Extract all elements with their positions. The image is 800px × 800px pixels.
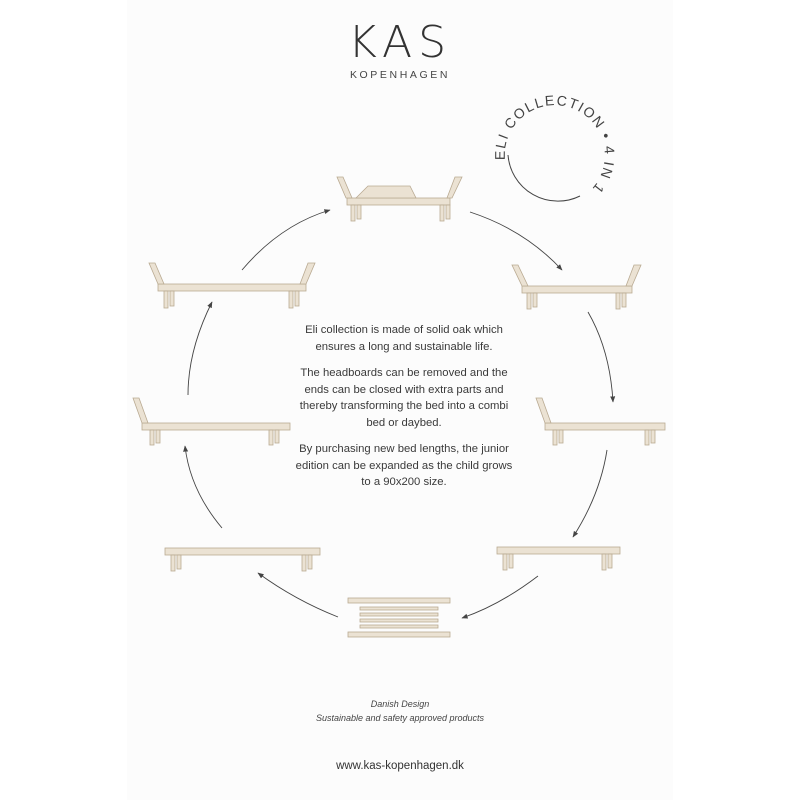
arrow-2 [588, 312, 613, 402]
arrow-6 [185, 446, 222, 528]
description-paragraph-1: Eli collection is made of solid oak which ensures a long and sustainable life. [305, 324, 503, 353]
bed-config-lower-right [497, 547, 620, 570]
arrow-8 [242, 210, 330, 270]
arrow-1 [470, 212, 562, 270]
footer-line-1: Danish Design [370, 699, 430, 709]
bed-config-middle-right [536, 398, 665, 445]
bed-config-lower-left [165, 548, 320, 571]
svg-text:ELI COLLECTION • 4 IN 1 [492, 92, 618, 198]
description-paragraph-3: By purchasing new bed lengths, the junior edition can be expanded as the child grows to a 90x200 size. [295, 443, 513, 488]
arrow-5 [258, 573, 338, 617]
arrow-7 [188, 302, 212, 395]
website-link[interactable]: www.kas-kopenhagen.dk [336, 760, 464, 772]
bed-config-top [337, 177, 462, 221]
footer-line-2: Sustainable and safety approved products [315, 713, 485, 723]
arrow-4 [462, 576, 538, 618]
bed-config-upper-right [512, 265, 641, 309]
description [295, 322, 513, 501]
bed-config-middle-left [133, 398, 290, 445]
footer [0, 697, 800, 725]
bed-config-upper-left [149, 263, 315, 308]
badge-text: ELI COLLECTION • 4 IN 1 [491, 91, 618, 198]
collection-badge [492, 92, 618, 201]
bed-config-parts [348, 598, 450, 637]
arrow-3 [573, 450, 607, 537]
description-paragraph-2: The headboards can be removed and the ends can be closed with extra parts and thereby transforming the bed into a combi bed or daybed. [299, 367, 509, 429]
brand-logo: KAS [347, 17, 453, 68]
brand-subtitle: KOPENHAGEN [349, 69, 451, 81]
